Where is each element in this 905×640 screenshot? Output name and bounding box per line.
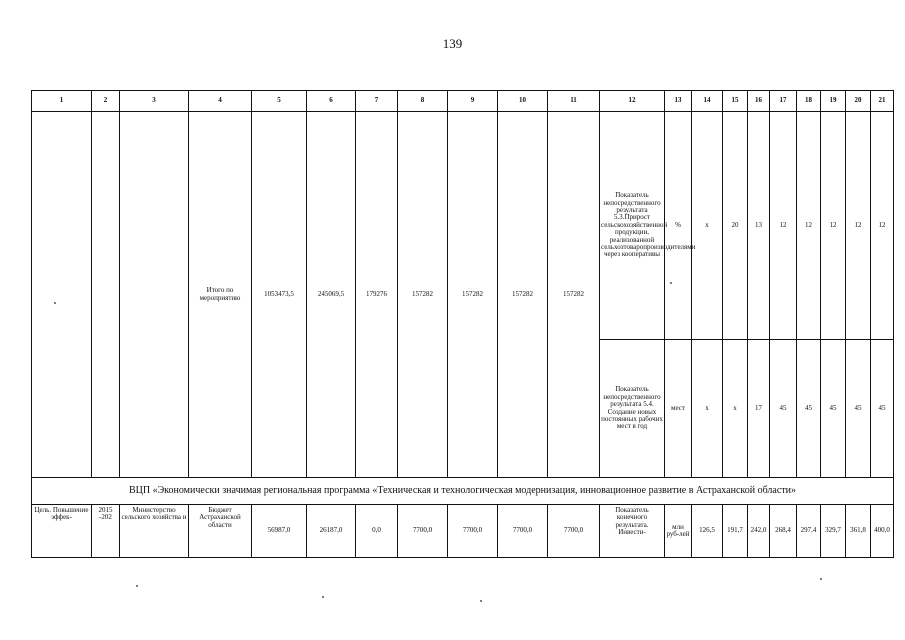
col-header: 21 [871, 91, 894, 112]
indicator-5-3-text: Показатель непосредственного результата 5.3.Прирост сельскохозяйственной продукции, реализованной сельхозтоваропроизводителями через кооперативы [600, 112, 665, 340]
scan-speck [54, 302, 56, 304]
indicator-cell: x [723, 340, 748, 478]
col-header: 12 [600, 91, 665, 112]
scan-speck [322, 596, 324, 598]
measure-total-label: Итого по мероприятию [189, 112, 252, 478]
indicator-cell: 45 [846, 340, 871, 478]
indicator-cell: 12 [871, 112, 894, 340]
indicator-cell: 20 [723, 112, 748, 340]
source-text: Бюджет Астраханской области [199, 506, 241, 529]
indicator-cell: 13 [748, 112, 770, 340]
cell-total-7: 179276 [356, 112, 398, 478]
period-cell: 2015 -202 [92, 505, 120, 558]
indicator-cell: 12 [846, 112, 871, 340]
col-header: 4 [189, 91, 252, 112]
indicator-final-cell [600, 505, 665, 558]
col-header: 19 [821, 91, 846, 112]
col-header: 2 [92, 91, 120, 112]
col-header: 10 [498, 91, 548, 112]
col-header: 15 [723, 91, 748, 112]
cell-6: 26187,0 [307, 505, 356, 558]
col-header: 7 [356, 91, 398, 112]
executor-cell [120, 505, 189, 558]
col-header: 16 [748, 91, 770, 112]
cell-total-11: 157282 [548, 112, 600, 478]
cell-9: 7700,0 [448, 505, 498, 558]
cell-15: 191,7 [723, 505, 748, 558]
table-row [32, 505, 894, 558]
col-header: 3 [120, 91, 189, 112]
empty-cell [32, 112, 92, 478]
indicator-unit: мест [665, 340, 692, 478]
cell-7: 0,0 [356, 505, 398, 558]
col-header: 5 [252, 91, 307, 112]
cell-total-6: 245069,5 [307, 112, 356, 478]
col-header: 14 [692, 91, 723, 112]
table-row [32, 112, 894, 340]
cell-21: 400,0 [871, 505, 894, 558]
page-number: 139 [442, 36, 463, 51]
indicator-unit: % [665, 112, 692, 340]
indicator-cell: 12 [770, 112, 797, 340]
indicator-cell: x [692, 112, 723, 340]
source-cell [189, 505, 252, 558]
col-header: 13 [665, 91, 692, 112]
col-header: 9 [448, 91, 498, 112]
header-row [32, 91, 894, 112]
cell-total-10: 157282 [498, 112, 548, 478]
executor-text: Министерство сельского хозяйства и [121, 506, 187, 522]
indicator-cell: 45 [871, 340, 894, 478]
col-header: 1 [32, 91, 92, 112]
cell-18: 297,4 [797, 505, 821, 558]
scan-speck [136, 585, 138, 587]
col-header: 6 [307, 91, 356, 112]
section-row [32, 478, 894, 505]
program-table [31, 90, 894, 558]
indicator-cell: 12 [821, 112, 846, 340]
scan-speck [670, 282, 672, 284]
indicator-cell: 17 [748, 340, 770, 478]
unit-cell: млн руб-лей [665, 505, 692, 558]
col-header: 18 [797, 91, 821, 112]
indicator-cell: 45 [770, 340, 797, 478]
empty-cell [92, 112, 120, 478]
goal-cell [32, 505, 92, 558]
indicator-cell: 12 [797, 112, 821, 340]
cell-total-5: 1053473,5 [252, 112, 307, 478]
cell-11: 7700,0 [548, 505, 600, 558]
indicator-cell: x [692, 340, 723, 478]
cell-8: 7700,0 [398, 505, 448, 558]
cell-total-9: 157282 [448, 112, 498, 478]
indicator-5-4-text: Показатель непосредственного результата 5.4. Создание новых постоянных рабочих мест в год [600, 340, 665, 478]
indicator-cell: 45 [821, 340, 846, 478]
cell-17: 268,4 [770, 505, 797, 558]
cell-14: 126,5 [692, 505, 723, 558]
col-header: 11 [548, 91, 600, 112]
col-header: 20 [846, 91, 871, 112]
cell-20: 361,8 [846, 505, 871, 558]
cell-16: 242,0 [748, 505, 770, 558]
goal-text: Цель. Повышение эффек- [34, 506, 89, 522]
cell-5: 56987,0 [252, 505, 307, 558]
col-header: 17 [770, 91, 797, 112]
section-title: ВЦП «Экономически значимая региональная программа «Техническая и технологическая модернизация, инновационное развитие в Астраханской области» [32, 478, 894, 505]
cell-10: 7700,0 [498, 505, 548, 558]
indicator-cell: 45 [797, 340, 821, 478]
indicator-final-text: Показатель конечного результата. Инвести- [615, 506, 649, 537]
scan-speck [480, 600, 482, 602]
scan-speck [820, 578, 822, 580]
col-header: 8 [398, 91, 448, 112]
cell-total-8: 157282 [398, 112, 448, 478]
cell-19: 329,7 [821, 505, 846, 558]
empty-cell [120, 112, 189, 478]
